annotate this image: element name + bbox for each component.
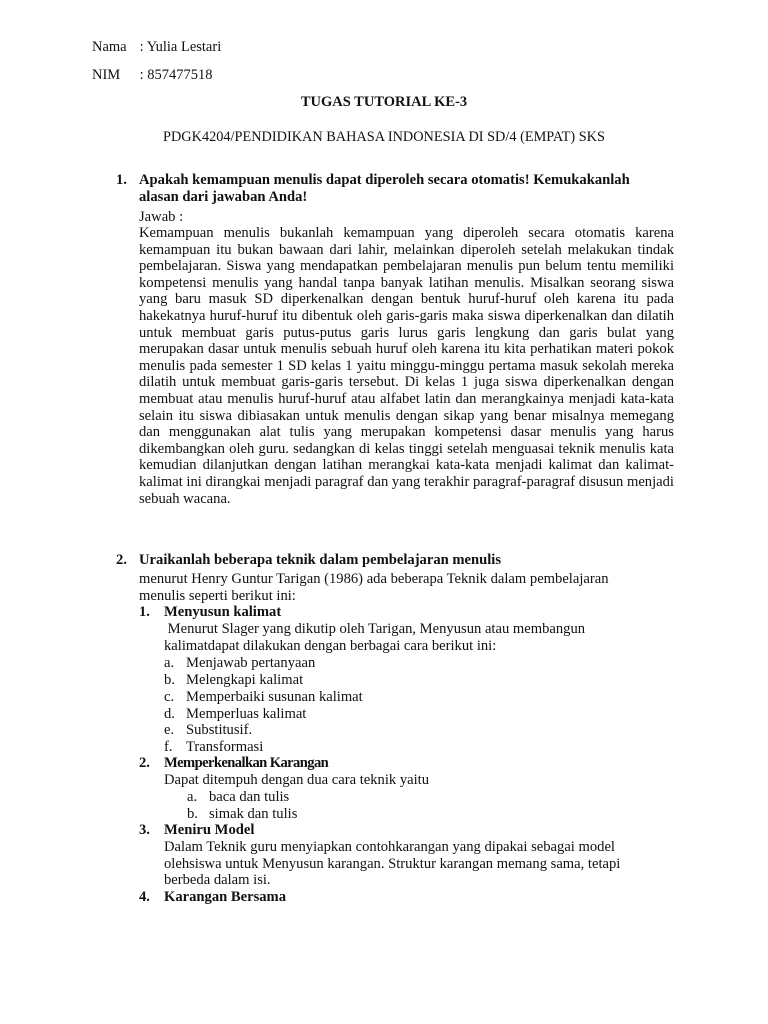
list-item xyxy=(164,706,306,723)
technique-1-title: Menyusun kalimat xyxy=(164,604,282,620)
question-2-text: Uraikanlah beberapa teknik dalam pembelajaran menulis xyxy=(139,552,502,568)
list-marker: d. xyxy=(164,706,175,722)
list-marker: c. xyxy=(164,689,175,705)
technique-2-text: Dapat ditempuh dengan dua cara teknik yaitu xyxy=(164,772,430,788)
technique-2-number: 2. xyxy=(139,755,150,771)
list-text: simak dan tulis xyxy=(209,806,298,822)
list-marker: a. xyxy=(187,789,198,805)
list-item xyxy=(164,739,263,756)
answer-1-text: Kemampuan menulis bukanlah kemampuan yang diperoleh secara otomatis karena kemampuan itu bukan bawaan dari lahir, melainkan diperoleh setelah melakukan tindak pembelajaran. Siswa yang mendapatkan pembelajaran menulis pun belum tentu memiliki kompetensi menulis yang handal tanpa banyak latihan menulis. Misalkan seorang siswa yang baru masuk SD diperkenalkan dengan bentuk huruf-huruf oleh karena itu pada hakekatnya huruf-huruf itu dibentuk oleh garis-garis maka siswa diperkenalkan dan dilatih untuk membuat garis putus-putus garis lurus garis lengkung dan garis bulat yang merupakan dasar untuk menulis sebuah huruf oleh karena itu kita perhatikan materi pokok menulis pada semester 1 SD kelas 1 yaitu minggu-minggu pertama masuk sekolah mereka dilatih untuk membuat garis-garis tersebut. Di kelas 1 juga siswa diperkenalkan dengan membuat atau menulis huruf-huruf atau alfabet latin dan merangkainya menjadi kata-kata selain itu siswa dibiasakan untuk menulis dengan sikap yang benar misalnya memegang dan menggunakan alat tulis yang merupakan kompetensi dasar menulis yang harus dikembangkan oleh guru. sedangkan di kelas tinggi setelah menguasai teknik menulis kata kemudian dilanjutkan dengan latihan merangkai kata-kata menjadi kalimat dan kalimat-kalimat ini dirangkai menjadi paragraf dan yang terakhir paragraf-paragraf disusun menjadi sebuah wacana. xyxy=(139,225,674,507)
list-item xyxy=(164,722,252,739)
technique-2-title: Memperkenalkan Karangan xyxy=(164,755,329,771)
list-text: Substitusif. xyxy=(186,722,253,738)
list-text: Menjawab pertanyaan xyxy=(186,655,316,671)
name-label: Nama xyxy=(92,39,127,55)
technique-1-text: Menurut Slager yang dikutip oleh Tarigan, Menyusun atau membangun kalimatdapat dilakukan dengan berbagai cara berikut ini: xyxy=(164,621,589,654)
question-2-intro: menurut Henry Guntur Tarigan (1986) ada beberapa Teknik dalam pembelajaran menulis seperti berikut ini: xyxy=(139,571,609,604)
technique-3-text: Dalam Teknik guru menyiapkan contohkarangan yang dipakai sebagai model olehsiswa untuk Menyusun karangan. Struktur karangan memang sama, tetapi berbeda dalam isi. xyxy=(164,839,621,889)
answer-1-label: Jawab : xyxy=(139,209,184,225)
technique-3-title: Meniru Model xyxy=(164,822,255,838)
list-marker: f. xyxy=(164,739,173,755)
technique-4-title: Karangan Bersama xyxy=(164,889,287,905)
list-marker: b. xyxy=(187,806,198,822)
list-item xyxy=(187,806,297,823)
list-item xyxy=(164,689,363,706)
question-1-number: 1. xyxy=(116,172,127,188)
question-2-number: 2. xyxy=(116,552,127,568)
course-subtitle: PDGK4204/PENDIDIKAN BAHASA INDONESIA DI SD/4 (EMPAT) SKS xyxy=(163,129,605,145)
technique-4-number: 4. xyxy=(139,889,150,905)
question-1-text: Apakah kemampuan menulis dapat diperoleh secara otomatis! Kemukakanlah alasan dari jawaban Anda! xyxy=(139,172,630,205)
list-item xyxy=(164,655,315,672)
technique-3-number: 3. xyxy=(139,822,150,838)
student-name-line xyxy=(92,38,221,56)
list-text: Transformasi xyxy=(186,739,264,755)
list-text: Memperbaiki susunan kalimat xyxy=(186,689,363,705)
list-text: Memperluas kalimat xyxy=(186,706,307,722)
list-item xyxy=(187,789,289,806)
nim-value: : 857477518 xyxy=(139,67,213,83)
list-text: baca dan tulis xyxy=(209,789,290,805)
list-text: Melengkapi kalimat xyxy=(186,672,304,688)
list-marker: e. xyxy=(164,722,175,738)
name-value: : Yulia Lestari xyxy=(139,39,222,55)
document-title: TUGAS TUTORIAL KE-3 xyxy=(300,94,468,110)
technique-1-number: 1. xyxy=(139,604,150,620)
list-item xyxy=(164,672,303,689)
list-marker: a. xyxy=(164,655,175,671)
list-marker: b. xyxy=(164,672,175,688)
student-nim-line xyxy=(92,66,213,84)
nim-label: NIM xyxy=(92,67,121,83)
